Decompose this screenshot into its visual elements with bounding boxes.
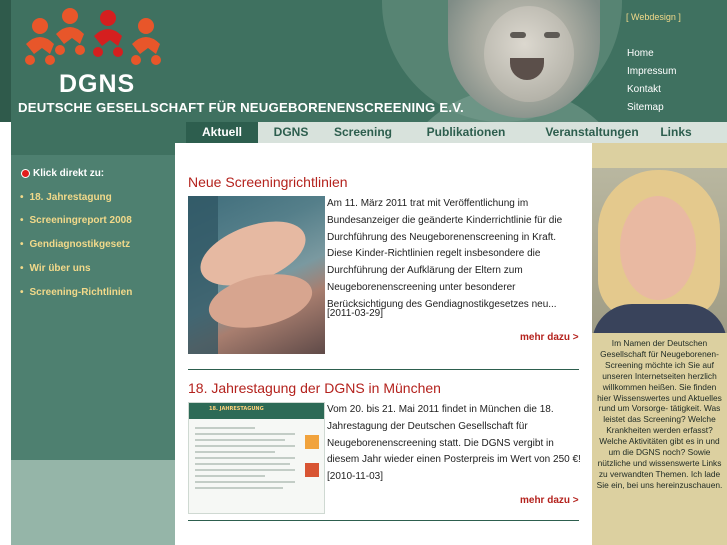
utility-link-impressum[interactable]: Impressum — [627, 66, 677, 77]
conference-flyer-thumbnail[interactable]: 18. JAHRESTAGUNG — [188, 402, 325, 514]
webdesign-link[interactable]: [ Webdesign ] — [626, 12, 681, 22]
sidebar-item-gendiagnostikgesetz[interactable] — [20, 239, 130, 250]
logo-text[interactable]: DGNS — [59, 70, 136, 98]
news-title[interactable]: 18. Jahrestagung der DGNS in München — [188, 380, 441, 396]
utility-link-sitemap[interactable]: Sitemap — [627, 102, 664, 113]
bullet-icon: • — [20, 263, 24, 274]
tab-veranstaltungen[interactable]: Veranstaltungen — [545, 125, 639, 139]
bullet-icon: • — [20, 239, 24, 250]
news-divider — [188, 369, 579, 370]
sidebar-item-jahrestagung[interactable] — [20, 192, 112, 203]
sidebar-item-label: Screeningreport 2008 — [29, 215, 132, 226]
sidebar-item-label: Wir über uns — [29, 263, 91, 274]
president-portrait — [592, 168, 727, 333]
tab-dgns[interactable]: DGNS — [273, 125, 309, 139]
tab-publikationen[interactable]: Publikationen — [426, 125, 506, 139]
organization-name: DEUTSCHE GESELLSCHAFT FÜR NEUGEBORENENSCREENING E.V. — [18, 100, 464, 115]
utility-nav — [627, 45, 676, 117]
red-dot-icon — [21, 169, 30, 178]
site-header — [0, 0, 727, 122]
bullet-icon: • — [20, 215, 24, 226]
news-text: Am 11. März 2011 trat mit Veröffentlichung im Bundesanzeiger die geänderte Kinderrichtlinie für die Durchführung des Neugeborenenscreening in Kraft. Diese Kinder-Richtlinien regelt insbesondere die Durchführung der Aufklärung der Eltern zum Neugeborenenscreening unter besonderer Berücksichtigung des Gendiagnostikgesetzes neu... — [327, 198, 563, 310]
sidebar-item-label: Screening-Richtlinien — [29, 287, 133, 298]
sidebar-item-screeningreport[interactable] — [20, 215, 132, 226]
utility-link-home[interactable]: Home — [627, 48, 654, 59]
sidebar-heading: Klick direkt zu: — [33, 168, 105, 179]
more-link[interactable]: mehr dazu > — [520, 495, 579, 506]
header-edge — [0, 0, 11, 122]
bullet-icon: • — [20, 192, 24, 203]
left-sidebar — [11, 143, 175, 545]
news-divider — [188, 520, 579, 521]
logo-figures-icon[interactable] — [18, 4, 178, 68]
news-text: Vom 20. bis 21. Mai 2011 findet in München die 18. Jahrestagung der Deutschen Gesellschaft für Neugeborenenscreening statt. Die DGNS vergibt in diesem Jahr wieder einen Posterpreis im Wert von 250 €! — [327, 404, 581, 466]
tab-aktuell[interactable]: Aktuell — [186, 122, 258, 143]
welcome-text: Im Namen der Deutschen Gesellschaft für Neugeborenen-Screening möchte ich Sie auf unseren Internetseiten herzlich willkommen heißen. Sie finden hier Wissenswertes und Aktuelles rund um Vorsorge- tätigkeit. Was leistet das Screening? Welche Krankheiten werden erfasst? Welche Aktivitäten gibt es in und um die DGNS noch? Sowie nützliche und wissenswerte Links zu verwandten Themen. Ich lade Sie ein, bei uns hereinzuschauen. — [596, 338, 723, 490]
bullet-icon: • — [20, 287, 24, 298]
sidebar-item-label: 18. Jahrestagung — [29, 192, 112, 203]
news-date: [2010-11-03] — [327, 471, 383, 482]
sidebar-item-screening-richtlinien[interactable] — [20, 287, 132, 298]
sidebar-item-label: Gendiagnostikgesetz — [29, 239, 131, 250]
utility-link-kontakt[interactable]: Kontakt — [627, 84, 661, 95]
baby-feet-photo[interactable] — [188, 196, 325, 354]
tab-screening[interactable]: Screening — [333, 125, 393, 139]
sidebar-item-wir-ueber-uns[interactable] — [20, 263, 91, 274]
news-title[interactable]: Neue Screeningrichtlinien — [188, 174, 348, 190]
news-date: [2011-03-29] — [327, 308, 383, 319]
more-link[interactable]: mehr dazu > — [520, 332, 579, 343]
tab-links[interactable]: Links — [660, 125, 692, 139]
